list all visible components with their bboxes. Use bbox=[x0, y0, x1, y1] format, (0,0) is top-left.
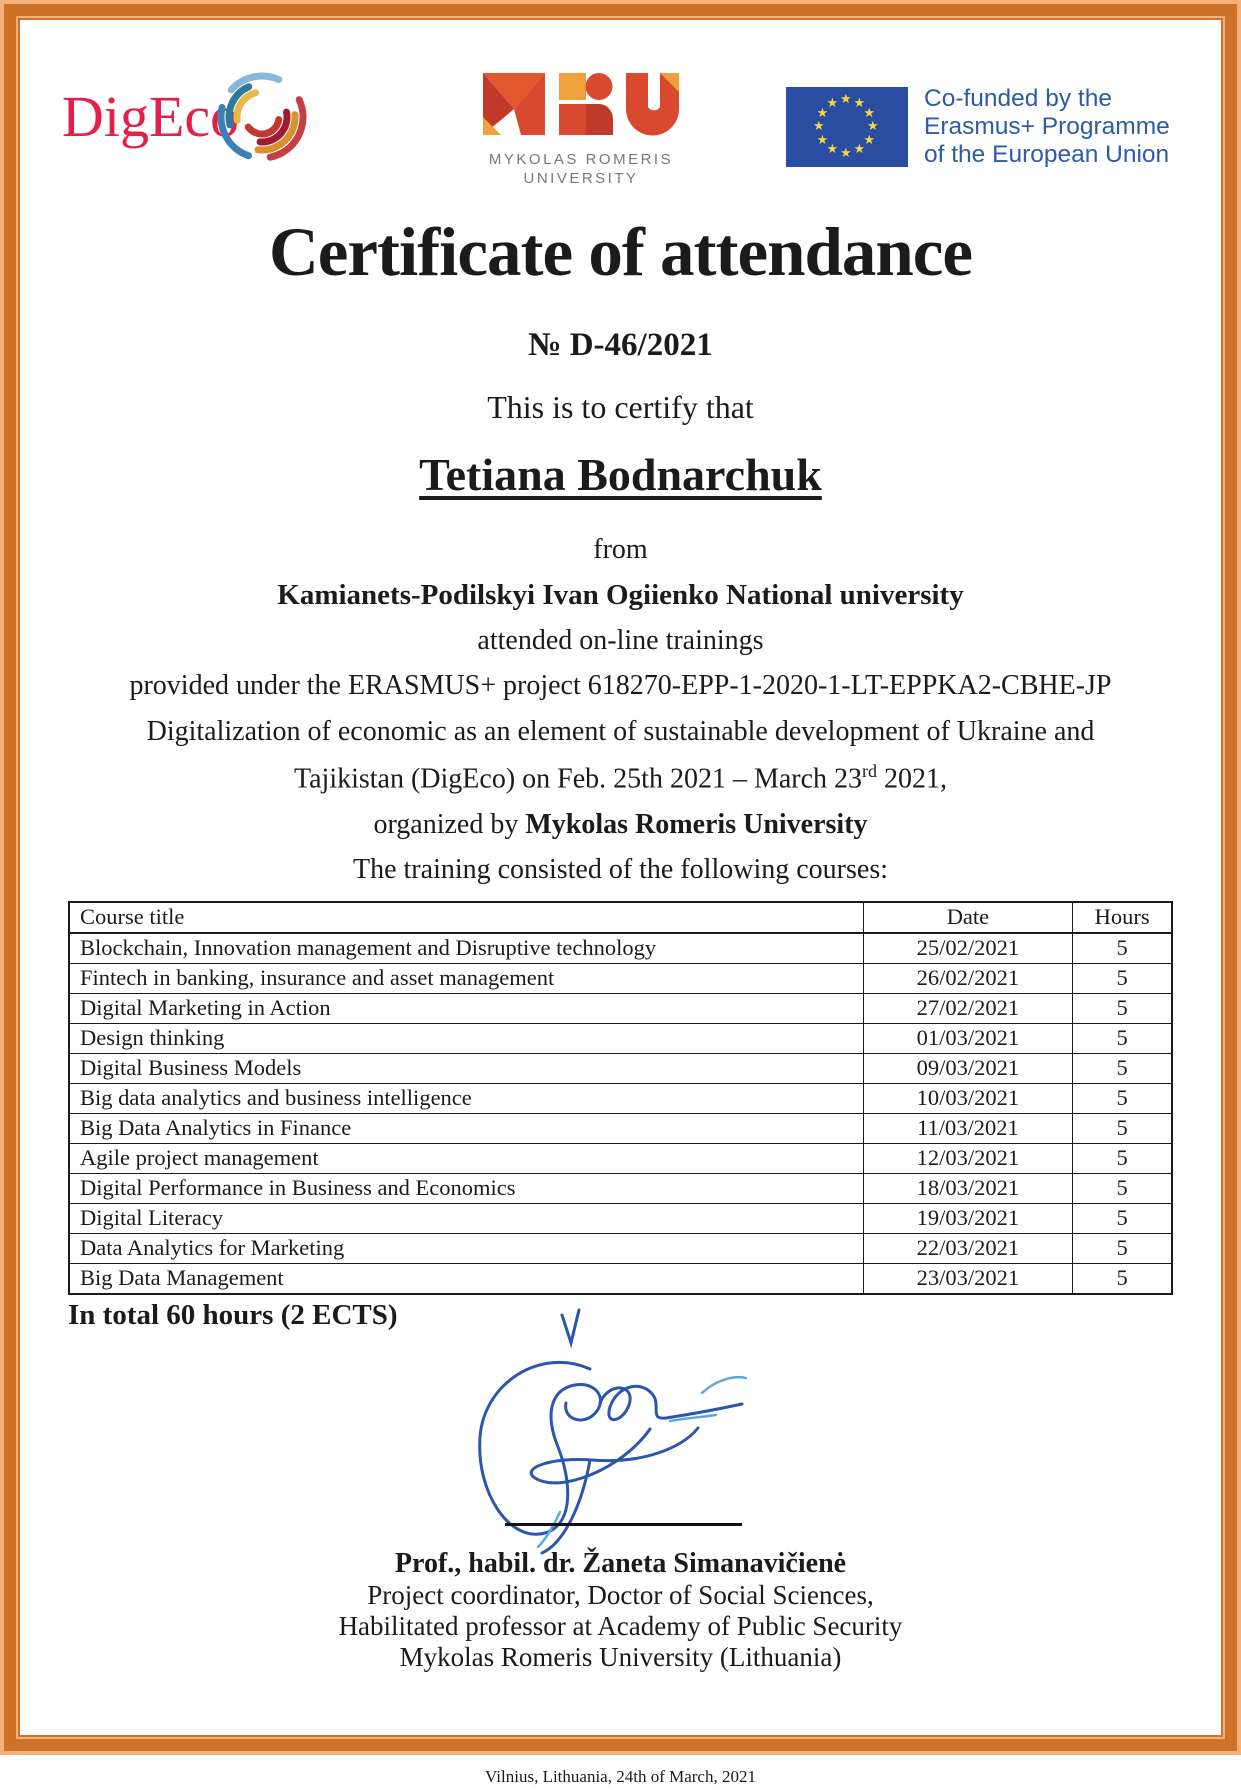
hours-cell: 5 bbox=[1073, 933, 1172, 964]
date-cell: 01/03/2021 bbox=[863, 1023, 1073, 1053]
course-title-cell: Data Analytics for Marketing bbox=[69, 1233, 863, 1263]
column-header-hours: Hours bbox=[1073, 902, 1172, 933]
recipient-name: Tetiana Bodnarchuk bbox=[419, 448, 822, 500]
table-row bbox=[69, 933, 1172, 964]
table-header-row bbox=[69, 902, 1172, 933]
total-hours-line: In total 60 hours (2 ECTS) bbox=[68, 1298, 398, 1331]
course-table bbox=[68, 901, 1173, 1295]
digeco-globe-icon bbox=[214, 69, 310, 165]
table-row bbox=[69, 993, 1172, 1023]
hours-cell: 5 bbox=[1073, 1023, 1172, 1053]
eu-star-icon: ★ bbox=[826, 142, 839, 158]
course-title-cell: Fintech in banking, insurance and asset management bbox=[69, 963, 863, 993]
column-header-date: Date bbox=[863, 902, 1073, 933]
digeco-logo-text: DigEco bbox=[62, 84, 240, 149]
footer-place-date: Vilnius, Lithuania, 24th of March, 2021 bbox=[485, 1767, 756, 1786]
hours-cell: 5 bbox=[1073, 963, 1172, 993]
logo-header bbox=[62, 75, 1173, 193]
eu-star-icon: ★ bbox=[853, 142, 866, 158]
signature-line bbox=[505, 1523, 742, 1526]
dates-line-part2: 2021, bbox=[877, 763, 948, 794]
date-cell: 27/02/2021 bbox=[863, 993, 1073, 1023]
hours-cell: 5 bbox=[1073, 1143, 1172, 1173]
eu-flag-icon bbox=[786, 87, 908, 167]
dates-line-part1: Tajikistan (DigEco) on Feb. 25th 2021 – March 23 bbox=[293, 763, 863, 794]
eu-star-icon: ★ bbox=[863, 105, 876, 121]
organizer-name: Mykolas Romeris University bbox=[525, 808, 868, 840]
course-table-head bbox=[69, 902, 1172, 933]
eu-funding-line1: Co-funded by the bbox=[924, 85, 1112, 112]
date-cell: 25/02/2021 bbox=[863, 933, 1073, 964]
eu-star-icon: ★ bbox=[853, 95, 866, 111]
course-title-cell: Blockchain, Innovation management and Disruptive technology bbox=[69, 933, 863, 964]
table-row bbox=[69, 1113, 1172, 1143]
table-row bbox=[69, 1023, 1172, 1053]
signature-zone bbox=[68, 1332, 1173, 1532]
signatory-role-2: Habilitated professor at Academy of Public Security bbox=[338, 1610, 903, 1641]
signature-image bbox=[440, 1307, 750, 1557]
organized-line bbox=[68, 808, 1173, 842]
certify-line: This is to certify that bbox=[487, 388, 754, 425]
course-title-cell: Digital Performance in Business and Economics bbox=[69, 1173, 863, 1203]
table-row bbox=[69, 1083, 1172, 1113]
date-cell: 09/03/2021 bbox=[863, 1053, 1073, 1083]
courses-intro: The training consisted of the following courses: bbox=[353, 854, 888, 886]
eu-star-icon: ★ bbox=[863, 132, 876, 148]
hours-cell: 5 bbox=[1073, 1113, 1172, 1143]
hours-cell: 5 bbox=[1073, 1173, 1172, 1203]
date-cell: 19/03/2021 bbox=[863, 1203, 1073, 1233]
date-cell: 11/03/2021 bbox=[863, 1113, 1073, 1143]
table-row bbox=[69, 1203, 1172, 1233]
digeco-logo bbox=[62, 75, 362, 185]
mru-logo-line2: UNIVERSITY bbox=[523, 170, 639, 187]
eu-star-icon: ★ bbox=[840, 92, 852, 107]
attended-line: attended on-line trainings bbox=[477, 624, 764, 656]
table-row bbox=[69, 1173, 1172, 1203]
course-table-body bbox=[69, 933, 1172, 1294]
dates-line bbox=[68, 761, 1173, 796]
eu-funding-text bbox=[924, 85, 1170, 169]
table-row bbox=[69, 1263, 1172, 1294]
table-row bbox=[69, 1053, 1172, 1083]
course-title-cell: Big data analytics and business intelligence bbox=[69, 1083, 863, 1113]
eu-star-icon: ★ bbox=[826, 95, 839, 111]
certificate-title: Certificate of attendance bbox=[268, 214, 973, 290]
eu-star-icon: ★ bbox=[816, 105, 829, 121]
mru-logo-line1: MYKOLAS ROMERIS bbox=[488, 151, 674, 168]
description-line: Digitalization of economic as an element of sustainable development of Ukraine and bbox=[146, 716, 1095, 748]
eu-star-icon: ★ bbox=[816, 132, 829, 148]
date-cell: 18/03/2021 bbox=[863, 1173, 1073, 1203]
course-title-cell: Agile project management bbox=[69, 1143, 863, 1173]
table-row bbox=[69, 963, 1172, 993]
project-line: provided under the ERASMUS+ project 618270-EPP-1-2020-1-LT-EPPKA2-CBHE-JP bbox=[129, 670, 1112, 702]
hours-cell: 5 bbox=[1073, 1053, 1172, 1083]
hours-cell: 5 bbox=[1073, 1263, 1172, 1294]
table-row bbox=[69, 1143, 1172, 1173]
hours-cell: 5 bbox=[1073, 1203, 1172, 1233]
date-cell: 26/02/2021 bbox=[863, 963, 1073, 993]
course-title-cell: Big Data Management bbox=[69, 1263, 863, 1294]
university-name: Kamianets-Podilskyi Ivan Ogiienko National university bbox=[277, 578, 964, 611]
dates-line-ordinal: rd bbox=[862, 760, 878, 781]
column-header-course-title: Course title bbox=[69, 902, 863, 933]
course-title-cell: Digital Business Models bbox=[69, 1053, 863, 1083]
date-cell: 10/03/2021 bbox=[863, 1083, 1073, 1113]
certificate-number: № D-46/2021 bbox=[528, 326, 713, 363]
certificate-content bbox=[20, 75, 1221, 1790]
date-cell: 22/03/2021 bbox=[863, 1233, 1073, 1263]
eu-star-icon: ★ bbox=[867, 119, 879, 134]
mru-logo bbox=[476, 71, 686, 188]
from-label: from bbox=[593, 533, 648, 565]
hours-cell: 5 bbox=[1073, 993, 1172, 1023]
course-title-cell: Design thinking bbox=[69, 1023, 863, 1053]
course-title-cell: Digital Marketing in Action bbox=[69, 993, 863, 1023]
signatory-role-1: Project coordinator, Doctor of Social Sciences, bbox=[367, 1579, 874, 1610]
mru-logo-icon bbox=[481, 71, 681, 141]
organized-prefix: organized by bbox=[373, 808, 526, 840]
date-cell: 23/03/2021 bbox=[863, 1263, 1073, 1294]
eu-star-icon: ★ bbox=[813, 119, 825, 134]
hours-cell: 5 bbox=[1073, 1083, 1172, 1113]
eu-star-icon: ★ bbox=[840, 146, 852, 161]
signatory-role-3: Mykolas Romeris University (Lithuania) bbox=[399, 1641, 842, 1672]
course-title-cell: Big Data Analytics in Finance bbox=[69, 1113, 863, 1143]
eu-funding-logo bbox=[786, 87, 1170, 169]
hours-cell: 5 bbox=[1073, 1233, 1172, 1263]
eu-funding-line3: of the European Union bbox=[924, 141, 1170, 168]
date-cell: 12/03/2021 bbox=[863, 1143, 1073, 1173]
course-title-cell: Digital Literacy bbox=[69, 1203, 863, 1233]
eu-funding-line2: Erasmus+ Programme bbox=[924, 113, 1170, 140]
table-row bbox=[69, 1233, 1172, 1263]
signatory-name: Prof., habil. dr. Žaneta Simanavičienė bbox=[394, 1547, 847, 1579]
